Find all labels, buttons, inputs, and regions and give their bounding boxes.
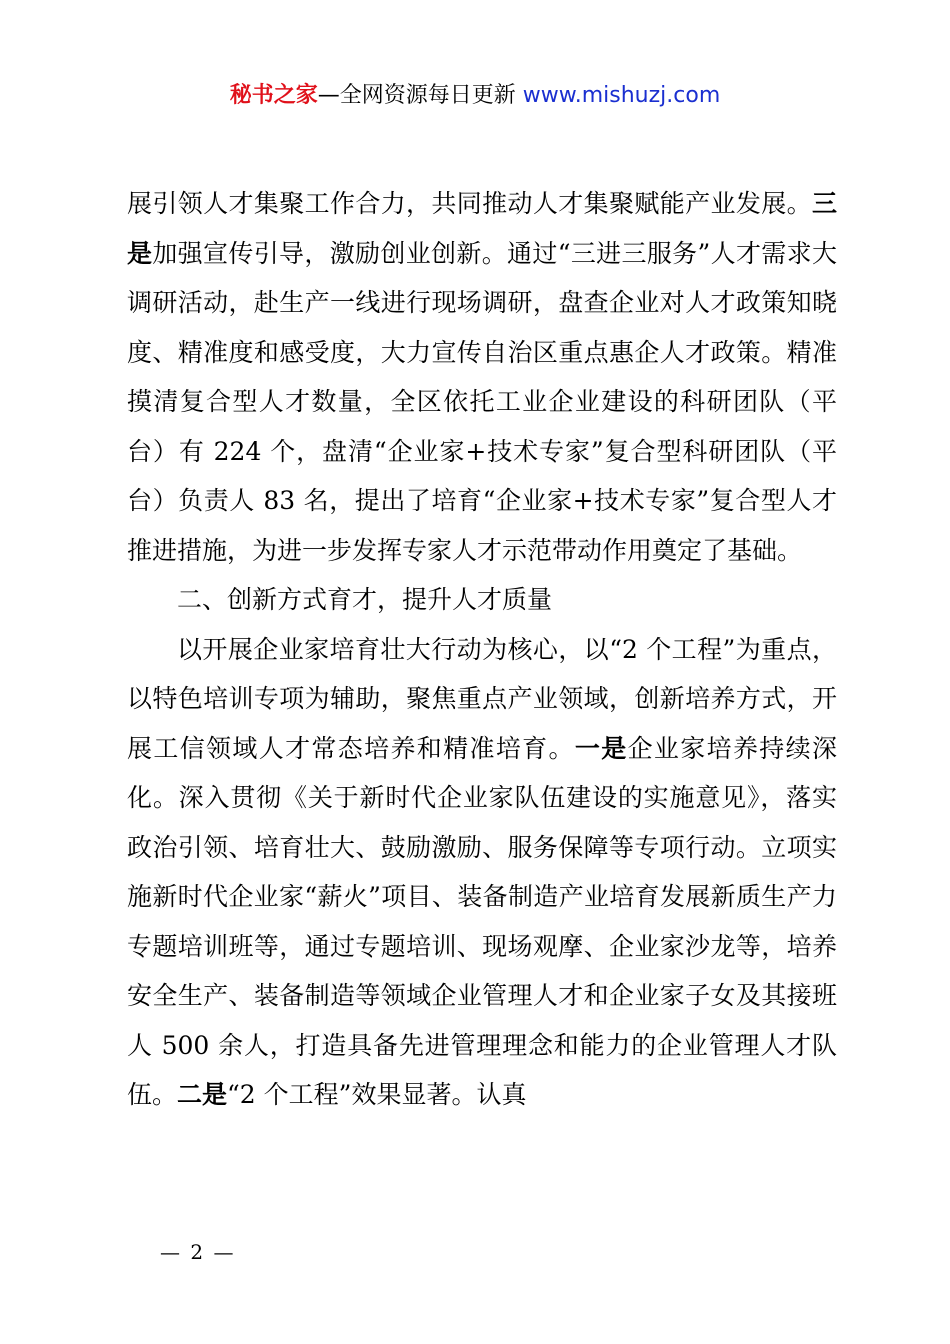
site-brand: 秘书之家 [229, 83, 318, 108]
paragraph-text: “2 个工程”效果显著。认真 [227, 1080, 527, 1109]
paragraph-text: 加强宣传引导，激励创业创新。通过“三进三服务”人才需求大调研活动，赴生产一线进行现场调研，盘查企业对人才政策知晓度、精准度和感受度，大力宣传自治区重点惠企人才政策。精准摸清复合型人才数量，全区依托工业企业建设的科研团队（平台）有 224 个，盘清“企业家+技术专家”复合型科研团队（平台）负责人 83 名，提出了培育“企业家+技术专家”复合型人才推进措施，为进一步发挥专家人才示范带动作用奠定了基础。 [127, 238, 837, 565]
paragraph [127, 625, 837, 1120]
site-slogan: —全网资源每日更新 [317, 83, 523, 108]
paragraph-text: 二、创新方式育才，提升人才质量 [177, 585, 553, 614]
paragraph-text: 以开展企业家培育壮大行动为核心，以“2 个工程”为重点，以特色培训专项为辅助，聚焦重点产业领域，创新培养方式，开展工信领域人才常态培养和精准培育。 [127, 634, 837, 763]
bold-lead-text: 三是 [127, 189, 837, 268]
document-body [127, 179, 837, 1120]
page-number: — 2 — [160, 1240, 236, 1264]
paragraph-text: 企业家培养持续深化。深入贯彻《关于新时代企业家队伍建设的实施意见》，落实政治引领、培育壮大、鼓励激励、服务保障等专项行动。立项实施新时代企业家“薪火”项目、装备制造产业培育发展新质生产力专题培训班等，通过专题培训、现场观摩、企业家沙龙等，培养安全生产、装备制造等领域企业管理人才和企业家子女及其接班人 500 余人，打造具备先进管理理念和能力的企业管理人才队伍。 [127, 733, 837, 1109]
paragraph-text: 展引领人才集聚工作合力，共同推动人才集聚赋能产业发展。 [127, 189, 812, 218]
paragraph [127, 179, 837, 575]
site-header [0, 80, 950, 112]
bold-lead-text: 二是 [177, 1080, 228, 1109]
bold-lead-text: 一是 [574, 733, 628, 763]
site-url-link[interactable]: www.mishuzj.com [522, 83, 721, 108]
paragraph [127, 575, 837, 625]
